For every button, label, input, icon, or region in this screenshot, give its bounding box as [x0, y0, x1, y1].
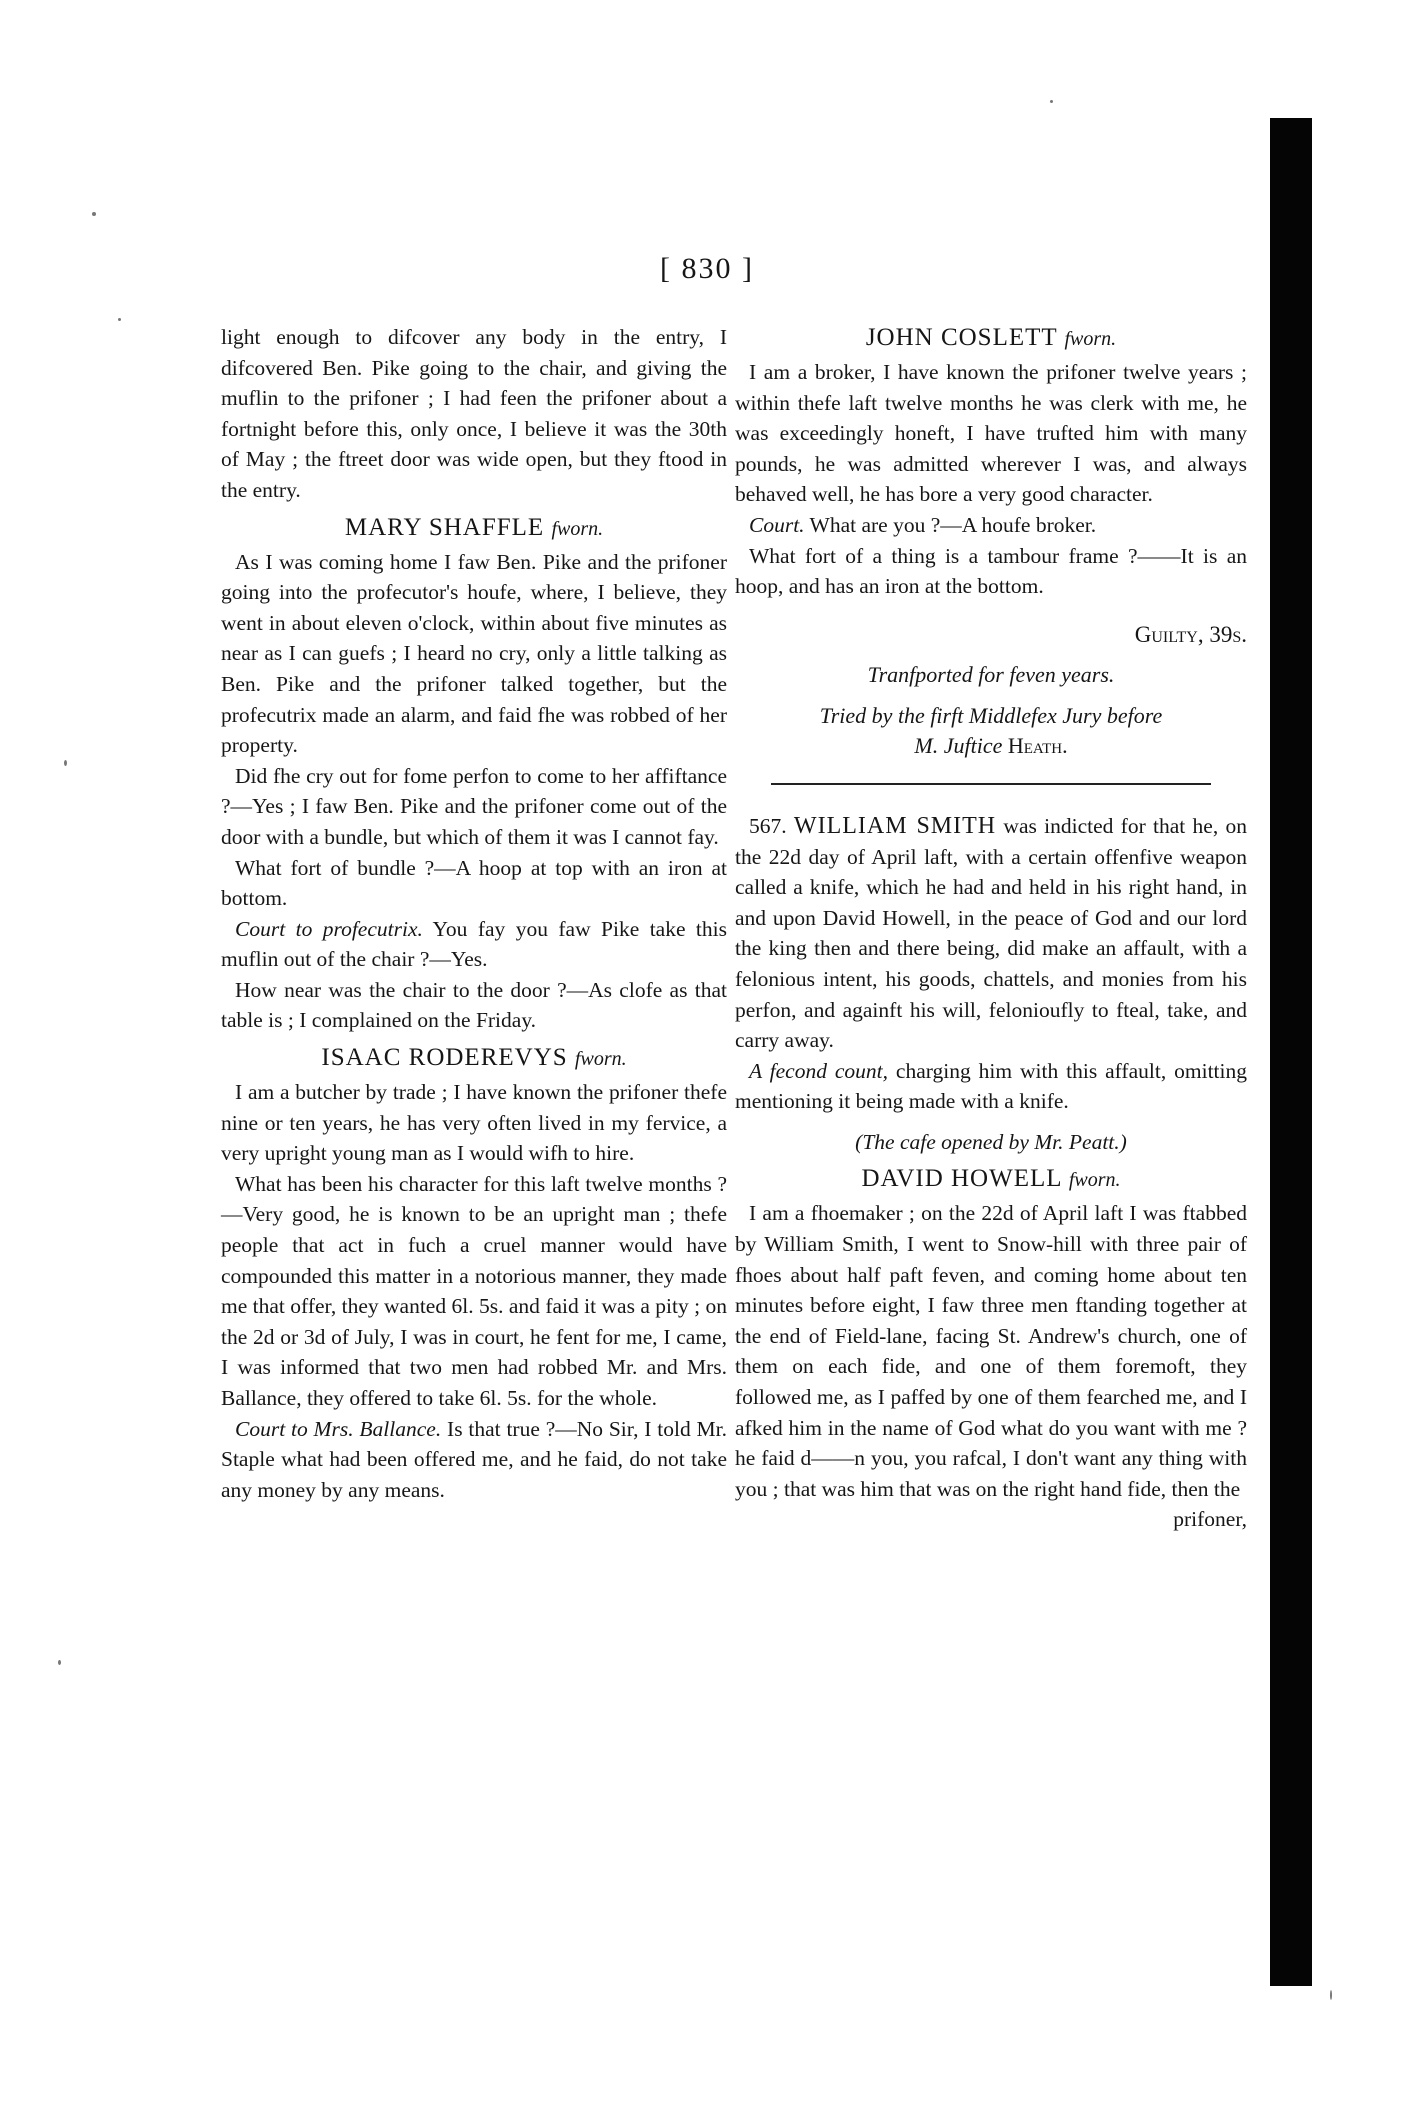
verdict: Guilty, 39s. [1134, 621, 1247, 647]
scan-speck [1050, 100, 1053, 103]
scan-edge-shadow [1270, 118, 1312, 1986]
section-divider [771, 783, 1211, 785]
testimony-paragraph: How near was the chair to the door ?—As clofe as that table is ; I complained on the Friday. [221, 977, 727, 1033]
sworn-label: fworn. [1068, 1169, 1121, 1192]
indictment-text: was indicted for that he, on the 22d day of April laft, with a certain offenfive weapon called a knife, which he had and held in his right hand, in and upon David Howell, in the peace of God and our lord the king then and there being, did make an affault, with a felonious intent, his goods, chattels, and monies from his perfon, and againft his will, felonioufly to fteal, take, and carry away. [735, 813, 1248, 1053]
sworn-label: fworn. [551, 517, 604, 540]
testimony-paragraph: What has been his character for this laft twelve months ?—Very good, he is known to be an upright man ; thefe people that act in fuch a cruel manner would have compounded this matter in a notorious manner, they made me that offer, they wanted 6l. 5s. and faid it was a pity ; on the 2d or 3d of July, I was in court, he fent for me, I came, I was informed that two men had robbed Mr. and Mrs. Ballance, they offered to take 6l. 5s. for the whole. [221, 1171, 727, 1410]
witness-heading [221, 1042, 727, 1075]
testimony-paragraph: I am a fhoemaker ; on the 22d of April laft I was ftabbed by William Smith, I went to Snow-hill with three pair of fhoes about half paft feven, and coming home about ten minutes before eight, I faw three men ftanding together at the end of Field-lane, facing St. Andrew's church, one of them on each fide, and one of them foremoft, they followed me, as I paffed by one of them fearched me, and I afked him in the name of God what do you want with me ? he faid d——n you, you rafcal, I don't want any thing with you ; that was him that was on the right hand fide, then the [735, 1201, 1247, 1501]
trial-note-line: Tried by the firft Middlefex Jury before [819, 702, 1163, 728]
witness-name: DAVID HOWELL [861, 1165, 1062, 1193]
sworn-label: fworn. [574, 1048, 627, 1071]
sentence: Tranfported for feven years. [867, 662, 1115, 688]
trial-note [735, 701, 1247, 761]
case-number: 567. [749, 813, 787, 838]
testimony-paragraph: What fort of bundle ?—A hoop at top with an iron at bottom. [221, 855, 727, 911]
court-label: Court to Mrs. Ballance. [235, 1416, 442, 1441]
left-column [221, 322, 727, 1505]
scan-speck [58, 1660, 61, 1665]
testimony-paragraph: light enough to difcover any body in the entry, I difcovered Ben. Pike going to the chair, and giving the muflin to the prifoner ; I had feen the prifoner about a fortnight before this, only once, I believe it was the 30th of May ; the ftreet door was wide open, but they ftood in the entry. [221, 325, 727, 502]
testimony-paragraph: I am a broker, I have known the prifoner twelve years ; within thefe laft twelve months he was clerk with me, he was exceedingly honeft, I have trufted him with many pounds, he was admitted wherever I was, and always behaved well, he has bore a very good character. [735, 360, 1247, 507]
witness-heading [735, 322, 1247, 355]
scan-speck [118, 318, 121, 321]
testimony-text: What are you ?—A houfe broker. [804, 512, 1097, 537]
witness-name: ISAAC RODEREVYS [321, 1044, 568, 1072]
testimony-paragraph [735, 510, 1247, 541]
page-number: [ 830 ] [660, 252, 754, 285]
judge-prefix: M. Juftice [914, 732, 1008, 758]
scan-speck [92, 212, 96, 216]
court-label: Court. [749, 512, 805, 537]
catchword: prifoner, [1173, 1507, 1247, 1532]
indictment-paragraph [735, 811, 1247, 1056]
witness-heading [735, 1163, 1247, 1196]
witness-heading [221, 512, 727, 545]
scan-speck [1330, 1990, 1332, 2000]
witness-name: MARY SHAFFLE [344, 513, 545, 541]
testimony-paragraph: Did fhe cry out for fome perfon to come to her affiftance ?—Yes ; I faw Ben. Pike and the prifoner come out of the door with a bundle, but which of them it was I cannot fay. [221, 763, 727, 849]
testimony-paragraph: What fort of a thing is a tambour frame ?——It is an hoop, and has an iron at the bottom. [735, 543, 1247, 599]
testimony-paragraph: I am a butcher by trade ; I have known the prifoner thefe nine or ten years, he has very often lived in my fervice, a very upright young man as I would wifh to hire. [221, 1080, 727, 1166]
defendant-name: WILLIAM SMITH [793, 812, 997, 839]
testimony-text: You fay you faw Pike take this muflin out of the chair ?—Yes. [221, 916, 727, 972]
second-count-label: A fecond count, [749, 1058, 889, 1083]
scan-speck [64, 760, 67, 766]
judge-name: Heath. [1007, 732, 1068, 758]
testimony-paragraph [221, 914, 727, 975]
court-label: Court to profecutrix. [235, 916, 423, 941]
testimony-text: Is that true ?—No Sir, I told Mr. Staple what had been offered me, and he faid, do not take any money by any means. [221, 1416, 728, 1502]
witness-name: JOHN COSLETT [865, 324, 1058, 351]
sworn-label: fworn. [1064, 328, 1117, 350]
second-count-paragraph [735, 1056, 1247, 1117]
case-opened-note: (The cafe opened by Mr. Peatt.) [855, 1129, 1127, 1154]
testimony-paragraph: As I was coming home I faw Ben. Pike and the prifoner going into the profecutor's houfe, where, I believe, they went in about eleven o'clock, within about five minutes as near as I can guefs ; I heard no cry, only a little talking as Ben. Pike and the prifoner talked together, but the profecutrix made an alarm, and faid fhe was robbed of her property. [221, 549, 727, 758]
testimony-paragraph [221, 1414, 727, 1506]
right-column [735, 322, 1247, 1535]
second-count-text: charging him with this affault, omitting mentioning it being made with a knife. [735, 1058, 1247, 1114]
